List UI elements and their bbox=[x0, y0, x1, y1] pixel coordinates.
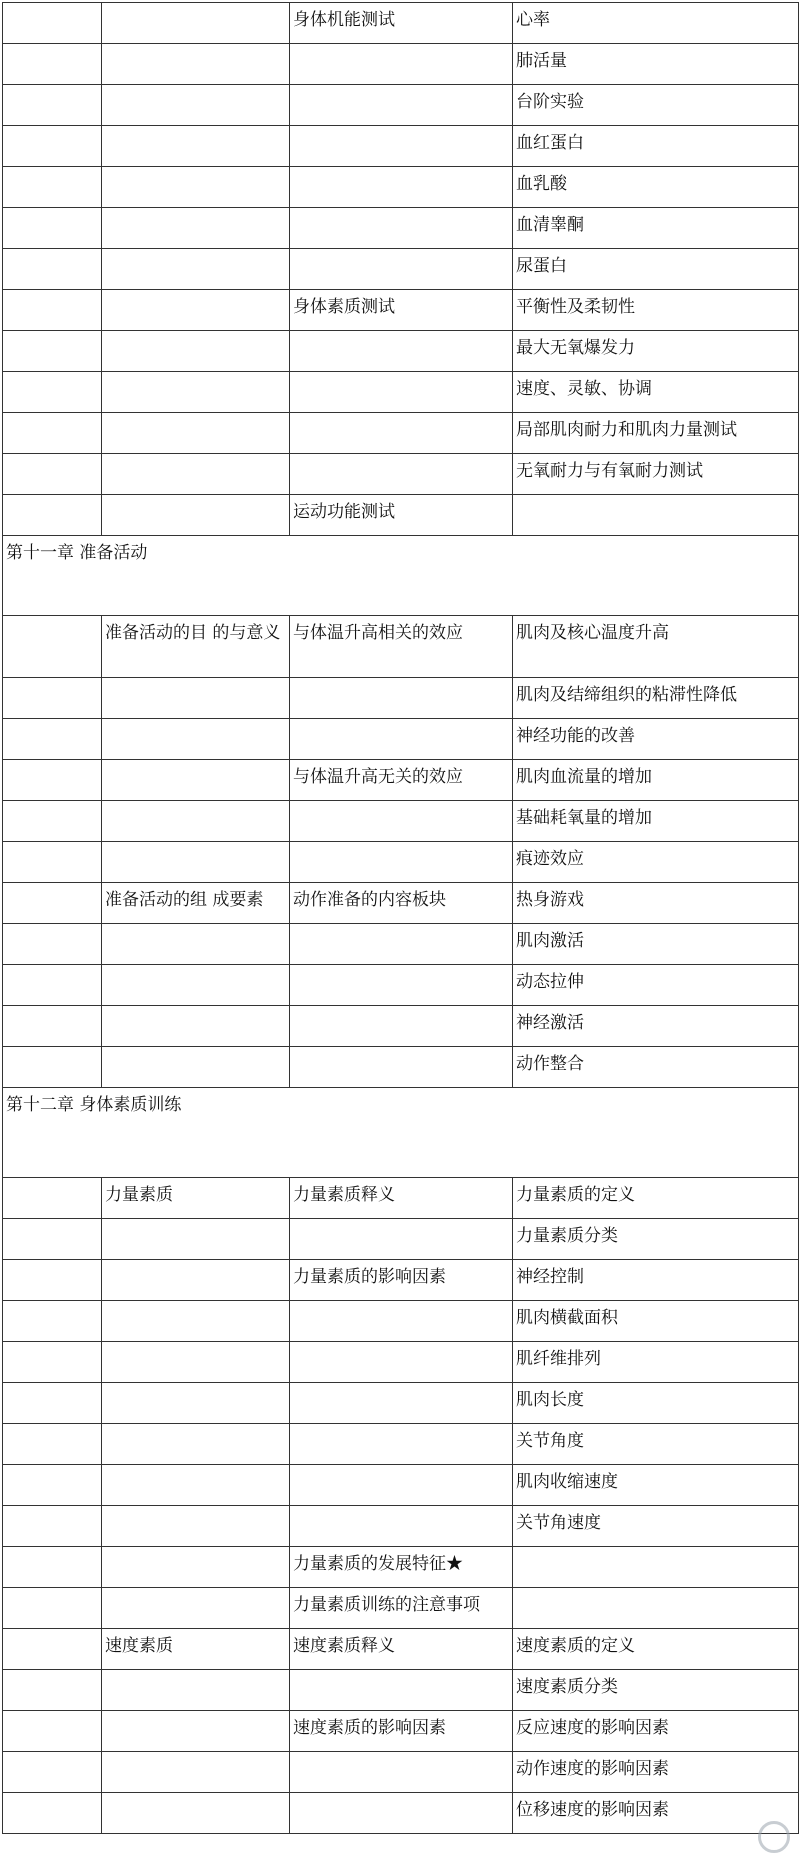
cell-section bbox=[102, 454, 290, 495]
cell-item: 神经控制 bbox=[513, 1260, 799, 1301]
cell-topic bbox=[290, 126, 513, 167]
cell-topic: 与体温升高无关的效应 bbox=[290, 760, 513, 801]
cell-topic: 速度素质的影响因素 bbox=[290, 1711, 513, 1752]
table-row bbox=[3, 454, 799, 495]
cell-level-1 bbox=[3, 1547, 102, 1588]
cell-topic bbox=[290, 1793, 513, 1834]
table-row bbox=[3, 249, 799, 290]
table-row bbox=[3, 1178, 799, 1219]
table-row bbox=[3, 1383, 799, 1424]
cell-topic bbox=[290, 719, 513, 760]
table-row bbox=[3, 678, 799, 719]
cell-section bbox=[102, 1752, 290, 1793]
table-row bbox=[3, 85, 799, 126]
cell-topic bbox=[290, 965, 513, 1006]
table-row bbox=[3, 413, 799, 454]
cell-item: 速度素质分类 bbox=[513, 1670, 799, 1711]
cell-item bbox=[513, 495, 799, 536]
cell-topic bbox=[290, 1465, 513, 1506]
cell-item: 血清睾酮 bbox=[513, 208, 799, 249]
cell-level-1 bbox=[3, 454, 102, 495]
cell-section bbox=[102, 1424, 290, 1465]
cell-level-1 bbox=[3, 1383, 102, 1424]
cell-section bbox=[102, 85, 290, 126]
cell-topic bbox=[290, 167, 513, 208]
table-row bbox=[3, 44, 799, 85]
cell-item: 速度素质的定义 bbox=[513, 1629, 799, 1670]
cell-level-1 bbox=[3, 924, 102, 965]
cell-topic: 力量素质的发展特征★ bbox=[290, 1547, 513, 1588]
cell-topic bbox=[290, 1047, 513, 1088]
chapter-heading: 第十一章 准备活动 bbox=[3, 536, 799, 616]
cell-section bbox=[102, 44, 290, 85]
cell-level-1 bbox=[3, 1670, 102, 1711]
cell-topic: 与体温升高相关的效应 bbox=[290, 616, 513, 678]
cell-item: 神经功能的改善 bbox=[513, 719, 799, 760]
cell-topic bbox=[290, 678, 513, 719]
cell-topic bbox=[290, 801, 513, 842]
table-row bbox=[3, 719, 799, 760]
cell-topic: 身体素质测试 bbox=[290, 290, 513, 331]
cell-item: 无氧耐力与有氧耐力测试 bbox=[513, 454, 799, 495]
table-row bbox=[3, 208, 799, 249]
cell-item: 肌肉长度 bbox=[513, 1383, 799, 1424]
table-row bbox=[3, 883, 799, 924]
cell-item: 血红蛋白 bbox=[513, 126, 799, 167]
cell-item: 肌纤维排列 bbox=[513, 1342, 799, 1383]
cell-section bbox=[102, 924, 290, 965]
cell-level-1 bbox=[3, 1178, 102, 1219]
cell-section bbox=[102, 1547, 290, 1588]
cell-topic: 运动功能测试 bbox=[290, 495, 513, 536]
cell-topic bbox=[290, 1506, 513, 1547]
cell-item: 平衡性及柔韧性 bbox=[513, 290, 799, 331]
cell-section: 准备活动的组 成要素 bbox=[102, 883, 290, 924]
table-row bbox=[3, 1506, 799, 1547]
cell-topic bbox=[290, 331, 513, 372]
cell-level-1 bbox=[3, 495, 102, 536]
table-row bbox=[3, 1465, 799, 1506]
cell-topic bbox=[290, 1342, 513, 1383]
watermark-logo bbox=[758, 1821, 794, 1853]
cell-item: 关节角速度 bbox=[513, 1506, 799, 1547]
cell-topic bbox=[290, 1219, 513, 1260]
table-row bbox=[3, 1219, 799, 1260]
cell-item: 速度、灵敏、协调 bbox=[513, 372, 799, 413]
cell-item: 位移速度的影响因素 bbox=[513, 1793, 799, 1834]
table-row bbox=[3, 1752, 799, 1793]
cell-level-1 bbox=[3, 1006, 102, 1047]
cell-item: 最大无氧爆发力 bbox=[513, 331, 799, 372]
cell-level-1 bbox=[3, 126, 102, 167]
cell-item: 局部肌肉耐力和肌肉力量测试 bbox=[513, 413, 799, 454]
table-row bbox=[3, 1670, 799, 1711]
cell-section bbox=[102, 1711, 290, 1752]
table-row bbox=[3, 924, 799, 965]
cell-topic: 速度素质释义 bbox=[290, 1629, 513, 1670]
cell-level-1 bbox=[3, 719, 102, 760]
cell-level-1 bbox=[3, 883, 102, 924]
cell-item: 力量素质分类 bbox=[513, 1219, 799, 1260]
cell-level-1 bbox=[3, 1260, 102, 1301]
cell-topic bbox=[290, 249, 513, 290]
table-row bbox=[3, 1301, 799, 1342]
cell-level-1 bbox=[3, 678, 102, 719]
cell-section bbox=[102, 126, 290, 167]
cell-section bbox=[102, 1793, 290, 1834]
cell-item: 动态拉伸 bbox=[513, 965, 799, 1006]
table-row bbox=[3, 167, 799, 208]
cell-level-1 bbox=[3, 1301, 102, 1342]
cell-level-1 bbox=[3, 3, 102, 44]
cell-topic bbox=[290, 1424, 513, 1465]
table-row bbox=[3, 1260, 799, 1301]
cell-level-1 bbox=[3, 801, 102, 842]
table-row bbox=[3, 1629, 799, 1670]
cell-item: 肌肉横截面积 bbox=[513, 1301, 799, 1342]
cell-section bbox=[102, 413, 290, 454]
cell-item: 肌肉及结缔组织的粘滞性降低 bbox=[513, 678, 799, 719]
cell-level-1 bbox=[3, 85, 102, 126]
cell-level-1 bbox=[3, 44, 102, 85]
chapter-heading-row bbox=[3, 536, 799, 616]
cell-topic: 身体机能测试 bbox=[290, 3, 513, 44]
table-row bbox=[3, 372, 799, 413]
table-row bbox=[3, 1588, 799, 1629]
cell-level-1 bbox=[3, 842, 102, 883]
cell-item: 动作速度的影响因素 bbox=[513, 1752, 799, 1793]
cell-item: 反应速度的影响因素 bbox=[513, 1711, 799, 1752]
cell-section: 力量素质 bbox=[102, 1178, 290, 1219]
cell-item: 肺活量 bbox=[513, 44, 799, 85]
cell-item: 血乳酸 bbox=[513, 167, 799, 208]
cell-topic: 力量素质的影响因素 bbox=[290, 1260, 513, 1301]
cell-item: 神经激活 bbox=[513, 1006, 799, 1047]
table-row bbox=[3, 1424, 799, 1465]
cell-level-1 bbox=[3, 965, 102, 1006]
cell-topic bbox=[290, 1383, 513, 1424]
table-row bbox=[3, 1342, 799, 1383]
cell-section bbox=[102, 208, 290, 249]
cell-level-1 bbox=[3, 616, 102, 678]
cell-topic bbox=[290, 1670, 513, 1711]
cell-section bbox=[102, 1670, 290, 1711]
syllabus-table bbox=[2, 2, 799, 1834]
cell-level-1 bbox=[3, 1219, 102, 1260]
cell-level-1 bbox=[3, 167, 102, 208]
cell-item: 心率 bbox=[513, 3, 799, 44]
cell-level-1 bbox=[3, 1588, 102, 1629]
table-row bbox=[3, 126, 799, 167]
cell-section bbox=[102, 1506, 290, 1547]
cell-section bbox=[102, 760, 290, 801]
cell-section bbox=[102, 1047, 290, 1088]
table-row bbox=[3, 1006, 799, 1047]
table-row bbox=[3, 1711, 799, 1752]
cell-section: 准备活动的目 的与意义 bbox=[102, 616, 290, 678]
cell-level-1 bbox=[3, 1506, 102, 1547]
cell-section bbox=[102, 167, 290, 208]
cell-item: 尿蛋白 bbox=[513, 249, 799, 290]
cell-topic bbox=[290, 44, 513, 85]
cell-level-1 bbox=[3, 1342, 102, 1383]
chapter-heading-row bbox=[3, 1088, 799, 1178]
cell-section bbox=[102, 719, 290, 760]
cell-section bbox=[102, 1219, 290, 1260]
table-row bbox=[3, 965, 799, 1006]
cell-level-1 bbox=[3, 208, 102, 249]
cell-item: 痕迹效应 bbox=[513, 842, 799, 883]
cell-topic bbox=[290, 1006, 513, 1047]
cell-topic bbox=[290, 85, 513, 126]
cell-section bbox=[102, 965, 290, 1006]
cell-item: 肌肉及核心温度升高 bbox=[513, 616, 799, 678]
cell-section bbox=[102, 1342, 290, 1383]
cell-topic: 动作准备的内容板块 bbox=[290, 883, 513, 924]
table-row bbox=[3, 1047, 799, 1088]
cell-topic bbox=[290, 454, 513, 495]
cell-level-1 bbox=[3, 249, 102, 290]
cell-section bbox=[102, 372, 290, 413]
cell-level-1 bbox=[3, 1465, 102, 1506]
cell-level-1 bbox=[3, 1047, 102, 1088]
cell-section bbox=[102, 249, 290, 290]
cell-item: 力量素质的定义 bbox=[513, 1178, 799, 1219]
cell-level-1 bbox=[3, 1629, 102, 1670]
cell-section bbox=[102, 3, 290, 44]
cell-item: 肌肉激活 bbox=[513, 924, 799, 965]
table-row bbox=[3, 801, 799, 842]
cell-section bbox=[102, 678, 290, 719]
cell-level-1 bbox=[3, 1793, 102, 1834]
table-row bbox=[3, 1547, 799, 1588]
table-row bbox=[3, 616, 799, 678]
cell-level-1 bbox=[3, 372, 102, 413]
cell-section bbox=[102, 1301, 290, 1342]
syllabus-table-body bbox=[3, 3, 799, 1834]
cell-item: 肌肉收缩速度 bbox=[513, 1465, 799, 1506]
cell-item: 基础耗氧量的增加 bbox=[513, 801, 799, 842]
cell-level-1 bbox=[3, 1711, 102, 1752]
cell-section bbox=[102, 495, 290, 536]
cell-topic bbox=[290, 1301, 513, 1342]
cell-section bbox=[102, 1383, 290, 1424]
cell-item: 关节角度 bbox=[513, 1424, 799, 1465]
cell-section: 速度素质 bbox=[102, 1629, 290, 1670]
cell-topic: 力量素质训练的注意事项 bbox=[290, 1588, 513, 1629]
cell-level-1 bbox=[3, 1752, 102, 1793]
cell-section bbox=[102, 801, 290, 842]
cell-level-1 bbox=[3, 413, 102, 454]
table-row bbox=[3, 495, 799, 536]
cell-item: 动作整合 bbox=[513, 1047, 799, 1088]
cell-section bbox=[102, 1006, 290, 1047]
cell-item: 肌肉血流量的增加 bbox=[513, 760, 799, 801]
cell-section bbox=[102, 842, 290, 883]
cell-topic bbox=[290, 208, 513, 249]
table-row bbox=[3, 842, 799, 883]
cell-topic bbox=[290, 842, 513, 883]
cell-topic bbox=[290, 413, 513, 454]
cell-item bbox=[513, 1547, 799, 1588]
cell-section bbox=[102, 1588, 290, 1629]
cell-topic bbox=[290, 1752, 513, 1793]
cell-level-1 bbox=[3, 290, 102, 331]
cell-item: 台阶实验 bbox=[513, 85, 799, 126]
cell-level-1 bbox=[3, 760, 102, 801]
cell-section bbox=[102, 331, 290, 372]
table-row bbox=[3, 760, 799, 801]
cell-topic bbox=[290, 372, 513, 413]
cell-section bbox=[102, 1465, 290, 1506]
cell-section bbox=[102, 290, 290, 331]
cell-level-1 bbox=[3, 331, 102, 372]
cell-section bbox=[102, 1260, 290, 1301]
table-row bbox=[3, 1793, 799, 1834]
table-row bbox=[3, 290, 799, 331]
cell-topic bbox=[290, 924, 513, 965]
chapter-heading: 第十二章 身体素质训练 bbox=[3, 1088, 799, 1178]
cell-item: 热身游戏 bbox=[513, 883, 799, 924]
cell-topic: 力量素质释义 bbox=[290, 1178, 513, 1219]
cell-item bbox=[513, 1588, 799, 1629]
cell-level-1 bbox=[3, 1424, 102, 1465]
table-row bbox=[3, 3, 799, 44]
table-row bbox=[3, 331, 799, 372]
